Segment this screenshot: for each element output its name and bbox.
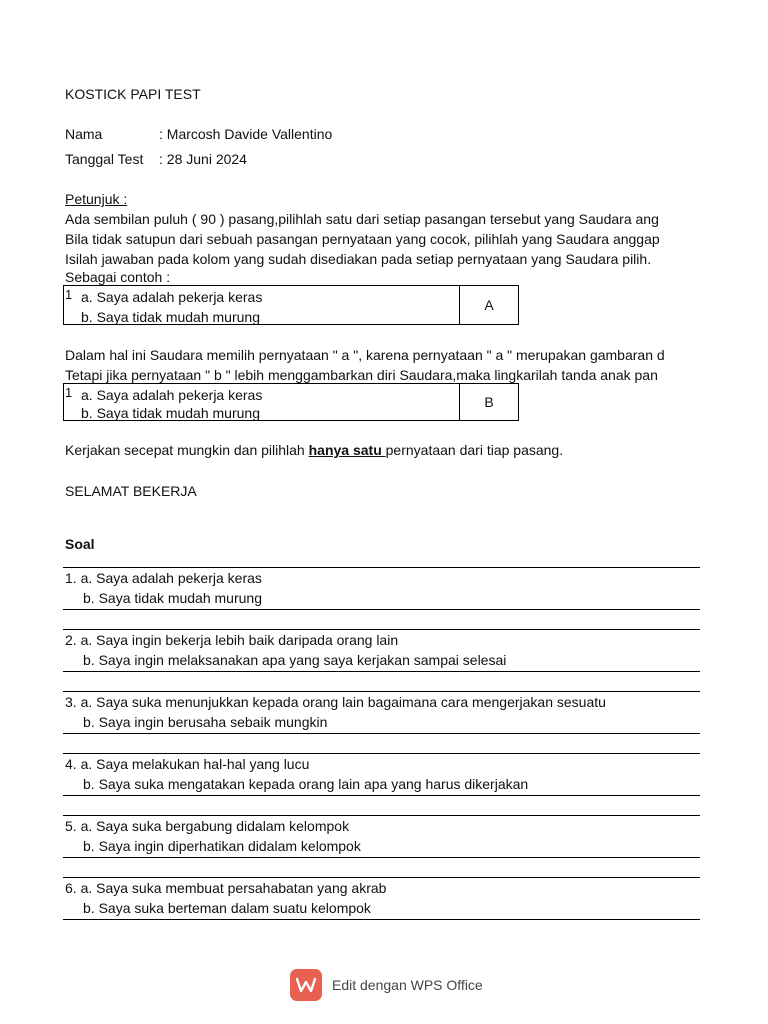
name-label: Nama (65, 126, 103, 142)
question-3-option-b: b. Saya ingin berusaha sebaik mungkin (83, 714, 328, 730)
wps-logo-icon (290, 969, 322, 1001)
example-2-answer: B (484, 394, 494, 410)
date-value: : 28 Juni 2024 (159, 151, 247, 167)
question-2-option-b: b. Saya ingin melaksanakan apa yang saya kerjakan sampai selesai (83, 652, 507, 668)
example-1-answer: A (484, 297, 494, 313)
example-1-option-a: a. Saya adalah pekerja keras (81, 289, 263, 305)
example-label: Sebagai contoh : (65, 269, 171, 285)
wps-w-glyph-icon (296, 977, 316, 993)
explanation-line-1: Dalam hal ini Saudara memilih pernyataan " a ", karena pernyataan " a " merupakan gambaran d (65, 347, 665, 363)
example-box-1 (63, 285, 519, 325)
instructions-line-2: Bila tidak satupun dari sebuah pasangan pernyataan yang cocok, pilihlah yang Saudara anggap (65, 231, 660, 247)
greeting: SELAMAT BEKERJA (65, 483, 197, 499)
question-2 (63, 629, 700, 672)
example-box-2 (63, 383, 519, 421)
question-5-option-a: 5. a. Saya suka bergabung didalam kelompok (65, 818, 350, 834)
question-6-option-b: b. Saya suka berteman dalam suatu kelompok (83, 900, 371, 916)
question-5 (63, 815, 700, 858)
question-6-option-a: 6. a. Saya suka membuat persahabatan yang akrab (65, 880, 387, 896)
closing-instruction (65, 442, 563, 458)
closing-emphasis: hanya satu (308, 442, 386, 458)
closing-prefix: Kerjakan secepat mungkin dan pilihlah (65, 442, 309, 458)
explanation-line-2: Tetapi jika pernyataan " b " lebih menggambarkan diri Saudara,maka lingkarilah tanda anak pan (65, 367, 658, 383)
question-4-option-a: 4. a. Saya melakukan hal-hal yang lucu (65, 756, 310, 772)
instructions-heading: Petunjuk : (65, 191, 128, 207)
question-1-option-b: b. Saya tidak mudah murung (83, 590, 262, 606)
closing-suffix: pernyataan dari tiap pasang. (385, 442, 564, 458)
question-4 (63, 753, 700, 796)
instructions-line-1: Ada sembilan puluh ( 90 ) pasang,pilihlah satu dari setiap pasangan tersebut yang Saudara ang (65, 211, 659, 227)
question-3-option-a: 3. a. Saya suka menunjukkan kepada orang lain bagaimana cara mengerjakan sesuatu (65, 694, 606, 710)
wps-edit-text: Edit dengan WPS Office (332, 977, 483, 993)
question-5-option-b: b. Saya ingin diperhatikan didalam kelompok (83, 838, 361, 854)
instructions-line-3: Isilah jawaban pada kolom yang sudah disediakan pada setiap pernyataan yang Saudara pilih. (65, 251, 652, 267)
example-1-number: 1 (65, 287, 73, 302)
soal-heading: Soal (65, 536, 95, 552)
question-2-option-a: 2. a. Saya ingin bekerja lebih baik daripada orang lain (65, 632, 399, 648)
document-title: KOSTICK PAPI TEST (65, 86, 201, 102)
name-value: : Marcosh Davide Vallentino (159, 126, 333, 142)
example-1-option-b: b. Saya tidak mudah murung (81, 309, 260, 325)
date-label: Tanggal Test (65, 151, 144, 167)
example-2-option-a: a. Saya adalah pekerja keras (81, 387, 263, 403)
example-2-option-b: b. Saya tidak mudah murung (81, 405, 260, 421)
example-2-number: 1 (65, 385, 73, 400)
question-1 (63, 567, 700, 610)
question-4-option-b: b. Saya suka mengatakan kepada orang lain apa yang harus dikerjakan (83, 776, 529, 792)
question-1-option-a: 1. a. Saya adalah pekerja keras (65, 570, 262, 586)
question-3 (63, 691, 700, 734)
question-6 (63, 877, 700, 920)
wps-edit-link[interactable] (290, 969, 483, 1001)
